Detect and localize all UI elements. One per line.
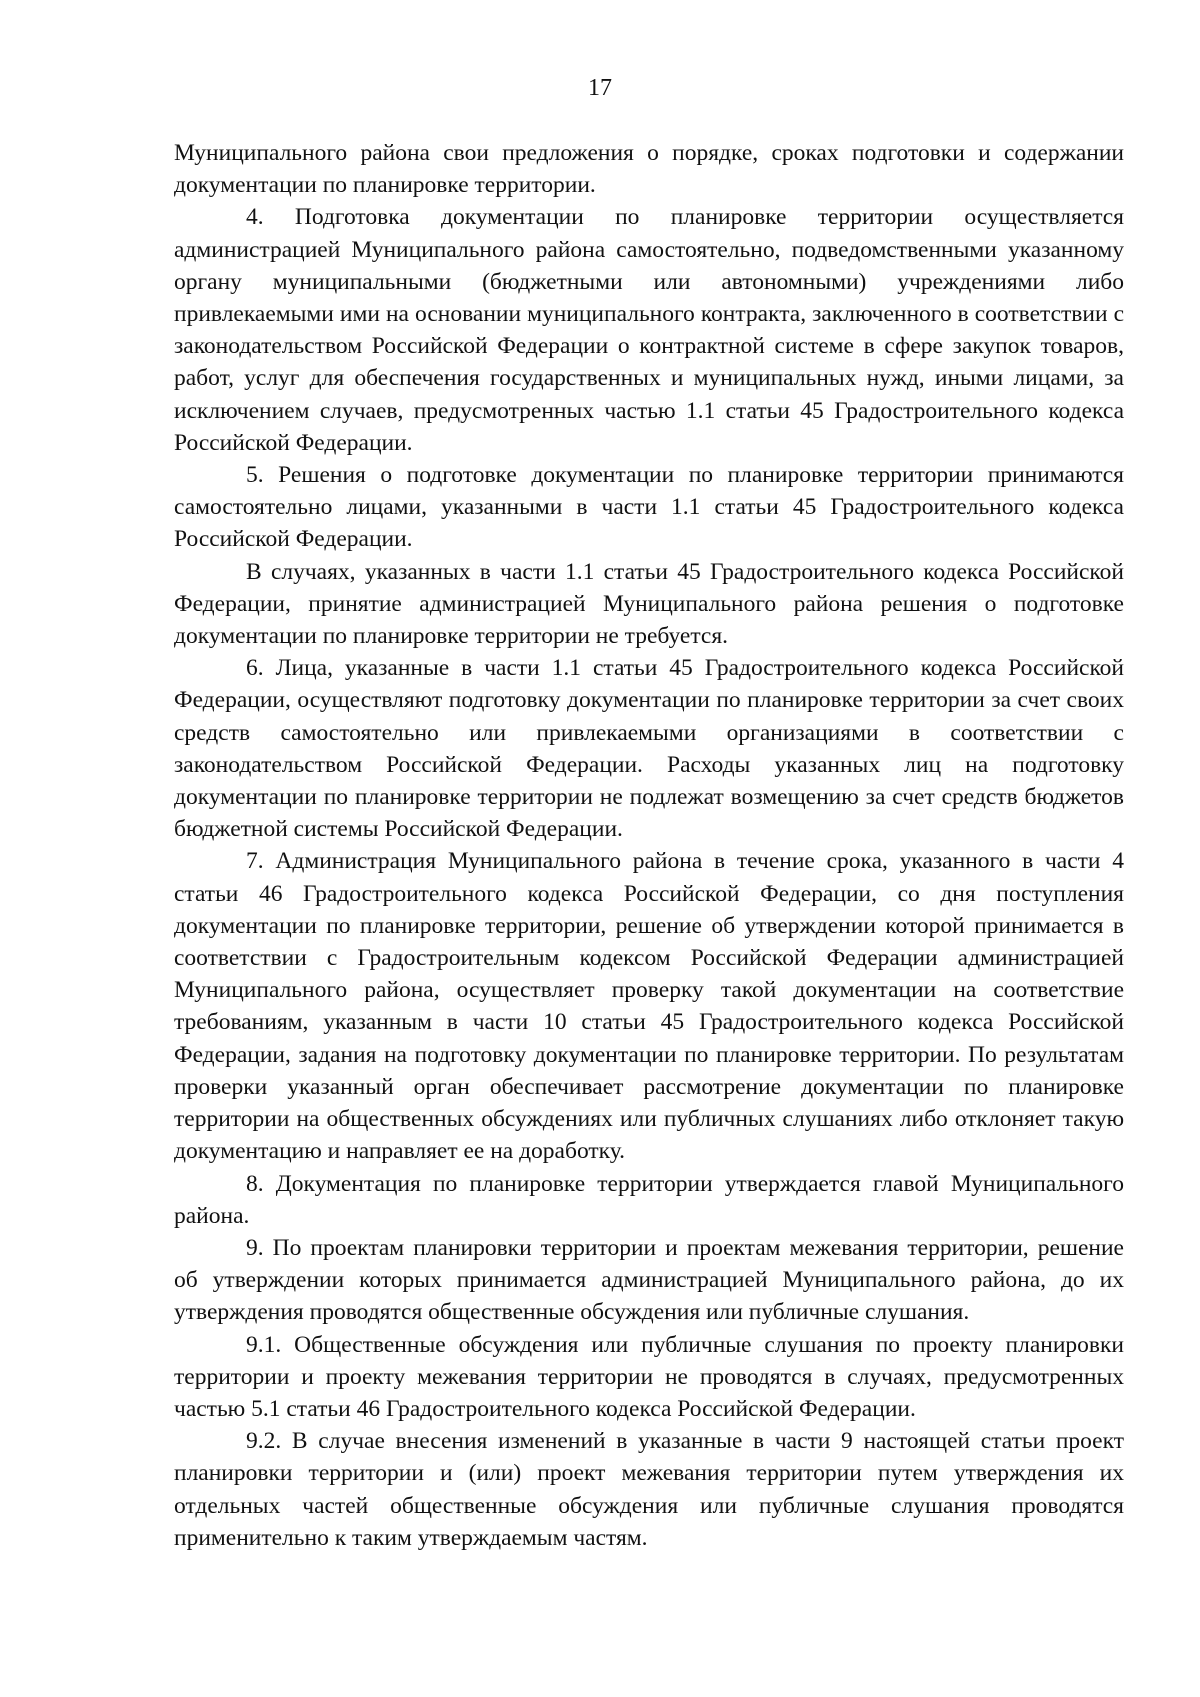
paragraph-item-9-2: 9.2. В случае внесения изменений в указанные в части 9 настоящей статьи проект планировки территории и (или) проект межевания территории путем утверждения их отдельных частей общественные обсуждения или публичные слушания проводятся применительно к таким утверждаемым частям. (174, 1428, 1124, 1551)
paragraph-item-8: 8. Документация по планировке территории утверждается главой Муниципального района. (174, 1170, 1124, 1229)
paragraph-item-9: 9. По проектам планировки территории и проектам межевания территории, решение об утверждении которых принимается администрацией Муниципального района, до их утверждения проводятся общественные обсуждения или публичные слушания. (174, 1234, 1124, 1326)
paragraph-item-5: 5. Решения о подготовке документации по планировке территории принимаются самостоятельно лицами, указанными в части 1.1 статьи 45 Градостроительного кодекса Российской Федерации. (174, 462, 1124, 553)
page-number: 17 (588, 75, 612, 101)
paragraph-item-9-1: 9.1. Общественные обсуждения или публичные слушания по проекту планировки территории и проекту межевания территории не проводятся в случаях, предусмотренных частью 5.1 статьи 46 Градостроительного кодекса Российской Федерации. (174, 1331, 1124, 1422)
document-body (174, 137, 1124, 1554)
paragraph-item-4: 4. Подготовка документации по планировке территории осуществляется администрацией Муниципального района самостоятельно, подведомственными указанному органу муниципальными (бюджетными или автономными) учреждениями либо привлекаемыми ими на основании муниципального контракта, заключенного в соответствии с законодательством Российской Федерации о контрактной системе в сфере закупок товаров, работ, услуг для обеспечения государственных и муниципальных нужд, иными лицами, за исключением случаев, предусмотренных частью 1.1 статьи 45 Градостроительного кодекса Российской Федерации. (174, 204, 1124, 456)
paragraph-item-5-note: В случаях, указанных в части 1.1 статьи 45 Градостроительного кодекса Российской Федерации, принятие администрацией Муниципального района решения о подготовке документации по планировке территории не требуется. (174, 558, 1124, 650)
paragraph-item-6: 6. Лица, указанные в части 1.1 статьи 45 Градостроительного кодекса Российской Федерации, осуществляют подготовку документации по планировке территории за счет своих средств самостоятельно или привлекаемыми организациями в соответствии с законодательством Российской Федерации. Расходы указанных лиц на подготовку документации по планировке территории не подлежат возмещению за счет средств бюджетов бюджетной системы Российской Федерации. (174, 655, 1124, 843)
paragraph-item-7: 7. Администрация Муниципального района в течение срока, указанного в части 4 статьи 46 Градостроительного кодекса Российской Федерации, со дня поступления документации по планировке территории, решение об утверждении которой принимается в соответствии с Градостроительным кодексом Российской Федерации администрацией Муниципального района, осуществляет проверку такой документации на соответствие требованиям, указанным в части 10 статьи 45 Градостроительного кодекса Российской Федерации, задания на подготовку документации по планировке территории. По результатам проверки указанный орган обеспечивает рассмотрение документации по планировке территории на общественных обсуждениях или публичных слушаниях либо отклоняет такую документацию и направляет ее на доработку. (174, 848, 1124, 1165)
paragraph-continuation: Муниципального района свои предложения о порядке, сроках подготовки и содержании документации по планировке территории. (174, 140, 1124, 199)
